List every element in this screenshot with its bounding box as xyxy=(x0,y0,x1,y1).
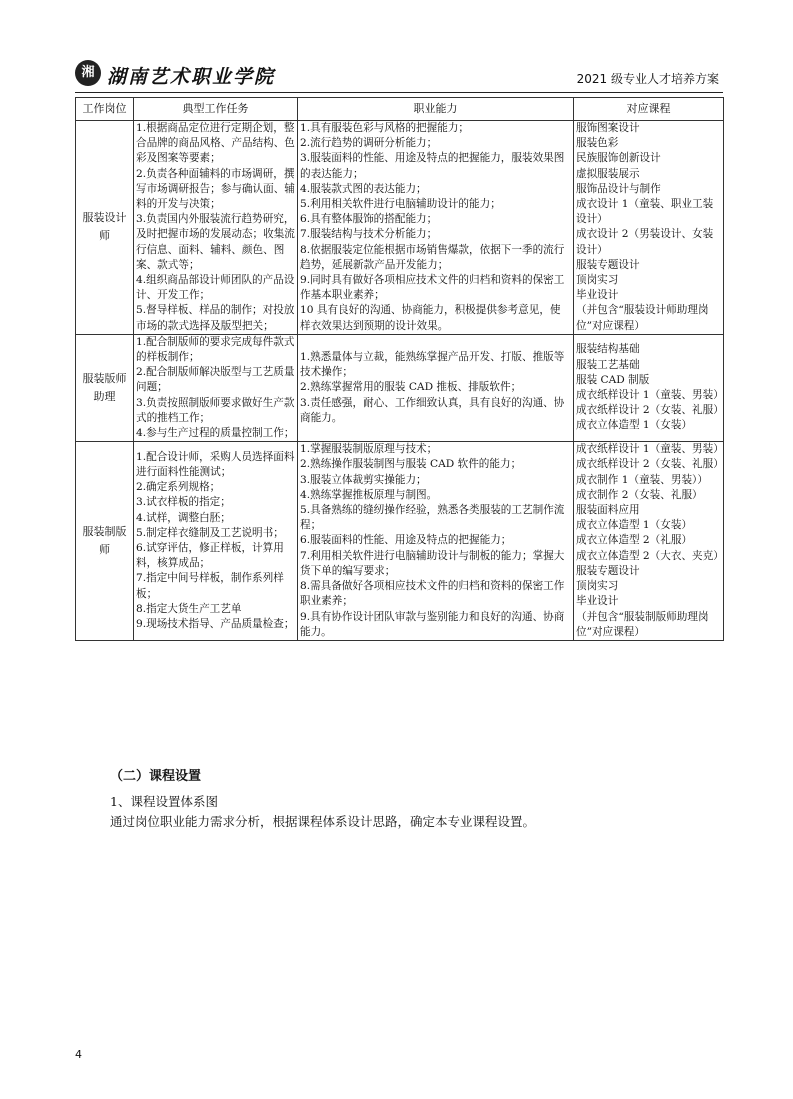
task-item: 2.确定系列规格； xyxy=(136,481,221,494)
course-item: 成衣纸样设计 2（女装、礼服） xyxy=(576,404,724,417)
ability-item: 7.服装结构与技术分析能力； xyxy=(300,228,438,241)
course-item: 成衣纸样设计 2（女装、礼服） xyxy=(576,458,724,471)
ability-item: 5.具备熟练的缝纫操作经验，熟悉各类服装的工艺制作流程； xyxy=(300,504,565,532)
courses-cell xyxy=(574,121,724,335)
task-item: 3.负责国内外服装流行趋势研究，及时把握市场的发展动态；收集流行信息、面料、辅料、颜色、图案、款式等； xyxy=(136,213,295,271)
abilities-cell xyxy=(298,334,574,441)
ability-item: 2.熟练掌握常用的服装 CAD 推板、排版软件； xyxy=(300,381,522,394)
course-item: （并包含“服装制版师助理岗位”对应课程） xyxy=(576,610,709,638)
ability-item: 6.服装面料的性能、用途及特点的把握能力； xyxy=(300,534,512,547)
course-item: 毕业设计 xyxy=(576,595,619,608)
ability-item: 9.具有协作设计团队审款与鉴别能力和良好的沟通、协商能力。 xyxy=(300,610,565,638)
course-item: 成衣设计 2（男装设计、女装设计） xyxy=(576,228,714,256)
column-header-abilities: 职业能力 xyxy=(298,98,574,121)
table-row xyxy=(76,334,724,441)
ability-item: 3.服装面料的性能、用途及特点的把握能力，服装效果图的表达能力； xyxy=(300,152,565,180)
ability-item: 8.依据服装定位能根据市场销售爆款，依据下一季的流行趋势，延展新款产品开发能力； xyxy=(300,243,565,271)
table-row xyxy=(76,442,724,641)
ability-item: 10 具有良好的沟通、协商能力，积极提供参考意见，使样衣效果达到预期的设计效果。 xyxy=(300,304,561,332)
task-item: 8.指定大货生产工艺单 xyxy=(136,602,242,615)
ability-item: 4.服装款式图的表达能力； xyxy=(300,182,427,195)
table-header-row xyxy=(76,98,724,121)
course-item: 成衣制作 1（童装、男装）） xyxy=(576,473,708,486)
abilities-cell xyxy=(298,442,574,641)
task-item: 3.负责按照制版师要求做好生产款式的推档工作； xyxy=(136,396,295,424)
job-ability-course-table xyxy=(75,97,724,641)
course-item: 成衣纸样设计 1（童装、男装） xyxy=(576,443,724,456)
ability-item: 1.掌握服装制版原理与技术； xyxy=(300,443,438,456)
subsection-heading: 1、课程设置体系图 xyxy=(110,794,218,809)
task-item: 3.试衣样板的指定； xyxy=(136,496,231,509)
task-item: 4.试样，调整白胚； xyxy=(136,511,231,524)
course-item: 服装工艺基础 xyxy=(576,358,640,371)
courses-cell xyxy=(574,442,724,641)
course-item: 服装专题设计 xyxy=(576,564,640,577)
task-item: 4.参与生产过程的质量控制工作； xyxy=(136,427,295,440)
course-item: 成衣立体造型 1（女装） xyxy=(576,419,693,432)
ability-item: 3.服装立体裁剪实操能力； xyxy=(300,473,427,486)
task-item: 2.负责各种面辅料的市场调研，撰写市场调研报告；参与确认面、辅料的开发与决策； xyxy=(136,167,295,211)
table-row xyxy=(76,121,724,335)
institution-name: 湖南艺术职业学院 xyxy=(107,66,276,88)
tasks-cell xyxy=(134,442,298,641)
courses-cell xyxy=(574,334,724,441)
column-header-tasks: 典型工作任务 xyxy=(134,98,298,121)
task-item: 1.配合设计师，采购人员选择面料进行面料性能测试； xyxy=(136,450,295,479)
ability-item: 9.同时具有做好各项相应技术文件的归档和资料的保密工作基本职业素养； xyxy=(300,274,565,302)
document-title: 2021 级专业人才培养方案 xyxy=(576,72,719,86)
ability-item: 6.具有整体服饰的搭配能力； xyxy=(300,213,438,226)
abilities-cell xyxy=(298,121,574,335)
course-item: 民族服饰创新设计 xyxy=(576,152,661,165)
course-item: 成衣立体造型 1（女装） xyxy=(576,519,693,532)
ability-item: 8.需具备做好各项相应技术文件的归档和资料的保密工作职业素养； xyxy=(300,580,565,608)
page-header xyxy=(75,58,723,93)
course-item: 毕业设计 xyxy=(576,289,619,302)
job-role-cell: 服装版师助理 xyxy=(76,334,134,441)
task-item: 5.制定样衣缝制及工艺说明书； xyxy=(136,526,284,539)
course-item: 成衣设计 1（童装、职业工装设计） xyxy=(576,198,714,226)
ability-item: 3.责任感强，耐心、工作细致认真，具有良好的沟通、协商能力。 xyxy=(300,396,565,424)
course-item: 成衣立体造型 2（礼服） xyxy=(576,534,693,547)
task-item: 1.配合制版师的要求完成每件款式的样板制作； xyxy=(136,335,295,364)
task-item: 4.组织商品部设计师团队的产品设计、开发工作； xyxy=(136,274,295,302)
course-item: （并包含“服装设计师助理岗位”对应课程） xyxy=(576,304,709,332)
course-item: 成衣立体造型 2（大衣、夹克） xyxy=(576,549,724,562)
ability-item: 4.熟练掌握推板原理与制图。 xyxy=(300,488,438,501)
tasks-cell xyxy=(134,121,298,335)
course-item: 顶岗实习 xyxy=(576,274,619,287)
course-item: 顶岗实习 xyxy=(576,580,619,593)
task-item: 5.督导样板、样品的制作；对投放市场的款式选择及版型把关； xyxy=(136,304,295,332)
section-heading: （二）课程设置 xyxy=(110,769,202,784)
column-header-courses: 对应课程 xyxy=(574,98,724,121)
task-item: 6.试穿评估，修正样板，计算用料，核算成品； xyxy=(136,542,284,570)
school-logo: 湘 xyxy=(75,60,101,86)
course-item: 成衣纸样设计 1（童装、男装） xyxy=(576,389,724,402)
column-header-role: 工作岗位 xyxy=(76,98,134,121)
job-role-cell: 服装制版师 xyxy=(76,442,134,641)
course-item: 服饰品设计与制作 xyxy=(576,182,661,195)
section-paragraph: 通过岗位职业能力需求分析，根据课程体系设计思路，确定本专业课程设置。 xyxy=(110,814,536,829)
course-item: 服装结构基础 xyxy=(576,343,640,356)
ability-item: 5.利用相关软件进行电脑辅助设计的能力； xyxy=(300,198,501,211)
ability-item: 1.具有服装色彩与风格的把握能力； xyxy=(300,122,470,134)
ability-item: 1.熟悉量体与立裁，能熟练掌握产品开发、打版、推版等技术操作； xyxy=(300,351,565,379)
job-role-cell: 服装设计师 xyxy=(76,121,134,335)
task-item: 1.根据商品定位进行定期企划，整合品牌的商品风格、产品结构、色彩及图案等要素； xyxy=(136,122,295,165)
task-item: 9.现场技术指导、产品质量检查； xyxy=(136,618,295,631)
course-item: 服装色彩 xyxy=(576,137,619,150)
task-item: 7.指定中间号样板，制作系列样板； xyxy=(136,572,284,600)
ability-item: 2.流行趋势的调研分析能力； xyxy=(300,137,438,150)
page-number: 4 xyxy=(75,1048,82,1061)
course-item: 服装专题设计 xyxy=(576,258,640,271)
ability-item: 7.利用相关软件进行电脑辅助设计与制板的能力；掌握大货下单的编写要求； xyxy=(300,549,565,577)
course-item: 服装 CAD 制版 xyxy=(576,373,650,386)
ability-item: 2.熟练操作服装制图与服装 CAD 软件的能力； xyxy=(300,458,522,471)
course-item: 服装面料应用 xyxy=(576,504,640,517)
course-item: 虚拟服装展示 xyxy=(576,167,640,180)
tasks-cell xyxy=(134,334,298,441)
course-item: 服饰图案设计 xyxy=(576,122,640,134)
course-item: 成衣制作 2（女装、礼服） xyxy=(576,488,703,501)
task-item: 2.配合制版师解决版型与工艺质量问题； xyxy=(136,366,295,394)
